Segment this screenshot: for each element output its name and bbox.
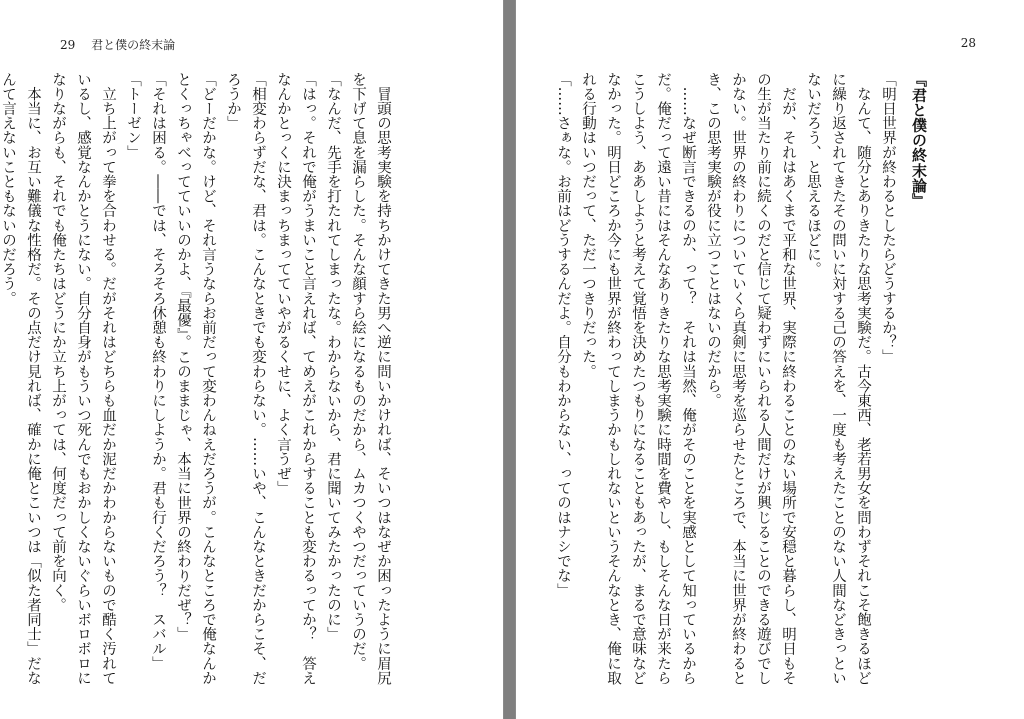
text-line: の生が当たり前に続くのだと信じて疑わずにいられる人間だけが興じることのできる遊びでし [755, 72, 771, 686]
text-line: 「それは困る。――では、そろそろ休憩も終わりにしようか。君も行くだろう？ スバル」 [150, 72, 166, 671]
text-line: 「トーゼン」 [125, 72, 141, 160]
left-page [0, 0, 504, 719]
running-head [961, 36, 976, 50]
chapter-title: 『君と僕の終末論』 [910, 72, 928, 208]
text-line: 「明日世界が終わるとしたらどうするか？」 [880, 72, 896, 364]
text-line: なかった。明日どころか今にも世界が終わってしまうかもしれないというそんなとき、俺に取 [605, 72, 621, 686]
running-title: 君と僕の終末論 [91, 38, 176, 52]
text-line: んて言えないこともないのだろう。 [0, 72, 16, 306]
text-line: なりながらも、それでも俺たちはどうにか立ち上がっては、何度だって前を向く。 [50, 72, 66, 613]
text-line: に繰り返されてきたその問いに対する己の答えを、一度も考えたことのない人間などきっとい [830, 72, 846, 686]
text-line: こうしよう、ああしようと考えて覚悟を決めたつもりになることもあったが、まるで意味など [630, 72, 646, 686]
text-line: ないだろう、と思えるほどに。 [805, 72, 821, 277]
text-line: 冒頭の思考実験を持ちかけてきた男へ逆に問いかければ、そいつはなぜか困ったように眉尻 [375, 72, 391, 686]
text-line: なんかとっくに決まっちまってていやがるくせに、よく言うぜ」 [275, 72, 291, 496]
text-line: いるし、感覚なんかとうにない。自分自身がもういつ死んでもおかしくないぐらいボロボロに [75, 72, 91, 686]
text-line: かない。世界の終わりについていくら真剣に思考を巡らせたところで、本当に世界が終わると [730, 72, 746, 686]
text-line: き、この思考実験が役に立つことはないのだから。 [705, 72, 721, 408]
text-line: 「相変わらずだな、君は。こんなときでも変わらない。……いや、こんなときだからこそ、だ [250, 72, 266, 686]
text-line: を下げて息を漏らした。そんな顔すら絵になるものだから、ムカつくやつだっていうのだ。 [350, 72, 366, 671]
text-line: とくっちゃべってていいのかよ、『最優』。このままじゃ、本当に世界の終わりだぜ？」 [175, 72, 191, 642]
right-page [515, 0, 1024, 719]
text-line: 「……さぁな。お前はどうするんだよ。自分もわからない、ってのはナシでな」 [555, 72, 571, 598]
text-line: 本当に、お互い難儀な性格だ。その点だけ見れば、確かに俺とこいつは「似た者同士」だな [25, 72, 41, 686]
text-line: 「なんだ、先手を打たれてしまったな。わからないから、君に聞いてみたかったのに」 [325, 72, 341, 642]
text-line: ……なぜ断言できるのか、って？ それは当然、俺がそのことを実感として知っているから [680, 72, 696, 686]
text-line: だ。俺だって遠い昔にはそんなありきたりな思考実験に時間を費やし、もしそんな日が来たら [655, 72, 671, 686]
text-line: れる行動はいつだって、ただ一つきりだった。 [580, 72, 596, 379]
body-text [0, 72, 395, 686]
body-text [550, 72, 938, 686]
text-line: なんて、随分とありきたりな思考実験だ。古今東西、老若男女を問わずそれこそ飽きるほど [855, 72, 871, 686]
text-line: 「どーだかな。けど、それ言うならお前だって変わんねえだろうが。こんなところで俺なんか [200, 72, 216, 686]
page-number: 28 [960, 36, 976, 50]
text-line: 「はっ。それで俺がうまいこと言えれば、てめえがこれからすることも変わるってか？ 答え [300, 72, 316, 686]
running-head [60, 36, 175, 53]
page-number: 29 [60, 38, 76, 52]
text-line: 立ち上がって拳を合わせる。だがそれはどちらも血だか泥だかわからないもので酷く汚れて [100, 72, 116, 686]
text-line: だが、それはあくまで平和な世界、実際に終わることのない場所で安穏と暮らし、明日もそ [780, 72, 796, 686]
text-line: ろうか」 [225, 72, 241, 131]
